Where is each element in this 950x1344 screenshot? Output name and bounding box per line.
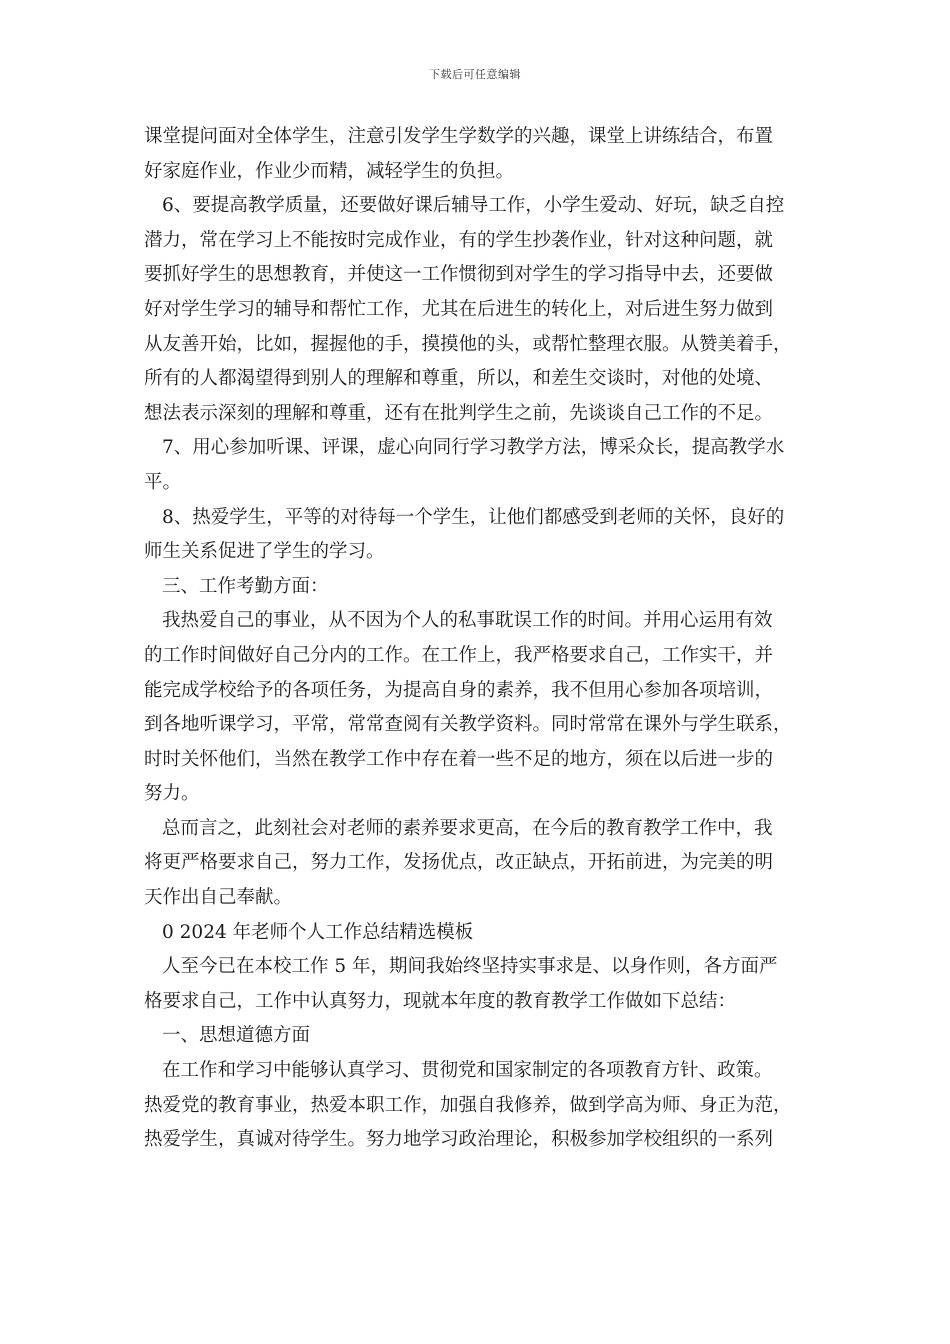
text-line: 天作出自己奉献。 <box>144 887 293 909</box>
text-line: 将更严格要求自己，努力工作，发扬优点，改正缺点，开拓前进，为完美的明 <box>144 852 774 874</box>
text-line: 三、工作考勤方面： <box>162 575 329 597</box>
text-line: 好对学生学习的辅导和帮忙工作，尤其在后进生的转化上，对后进生努力做到 <box>144 298 774 320</box>
text-line: 8、热爱学生，平等的对待每一个学生，让他们都感受到老师的关怀，良好的 <box>162 506 785 528</box>
document-body <box>144 120 824 1158</box>
text-line: 到各地听课学习，平常，常常查阅有关教学资料。同时常常在课外与学生联系， <box>144 714 792 736</box>
text-line: 在工作和学习中能够认真学习、贯彻党和国家制定的各项教育方针、政策。 <box>162 1060 773 1082</box>
text-line: 我热爱自己的事业，从不因为个人的私事耽误工作的时间。并用心运用有效 <box>162 610 773 632</box>
text-line: 的工作时间做好自己分内的工作。在工作上，我严格要求自己，工作实干，并 <box>144 644 774 666</box>
text-line: 一、思想道德方面 <box>162 1025 311 1047</box>
text-line: 努力。 <box>144 783 200 805</box>
text-line: 时时关怀他们，当然在教学工作中存在着一些不足的地方，须在以后进一步的 <box>144 748 774 770</box>
text-line: 课堂提问面对全体学生，注意引发学生学数学的兴趣，课堂上讲练结合，布置 <box>144 126 774 147</box>
text-line: 平。 <box>144 471 182 493</box>
text-line: 要抓好学生的思想教育，并使这一工作惯彻到对学生的学习指导中去，还要做 <box>144 264 774 286</box>
text-line: 热爱党的教育事业，热爱本职工作，加强自我修养，做到学高为师、身正为范， <box>144 1094 792 1116</box>
text-line: 从友善开始，比如，握握他的手，摸摸他的头，或帮忙整理衣服。从赞美着手， <box>144 333 792 355</box>
text-line: 人至今已在本校工作 5 年，期间我始终坚持实事求是、以身作则，各方面严 <box>162 956 778 978</box>
text-line: 所有的人都渴望得到别人的理解和尊重，所以，和差生交谈时，对他的处境、 <box>144 368 774 390</box>
text-line: 想法表示深刻的理解和尊重，还有在批判学生之前，先谈谈自己工作的不足。 <box>144 402 774 424</box>
text-line: 师生关系促进了学生的学习。 <box>144 541 385 563</box>
text-line: 热爱学生，真诚对待学生。努力地学习政治理论，积极参加学校组织的一系列 <box>144 1129 774 1151</box>
text-line: 6、要提高教学质量，还要做好课后辅导工作，小学生爱动、好玩，缺乏自控 <box>162 195 785 217</box>
text-line: 0 2024 年老师个人工作总结精选模板 <box>162 921 474 943</box>
page-header: 下载后可任意编辑 <box>429 68 521 81</box>
text-line: 能完成学校给予的各项任务，为提高自身的素养，我不但用心参加各项培训， <box>144 679 774 701</box>
text-line: 格要求自己，工作中认真努力，现就本年度的教育教学工作做如下总结： <box>144 990 737 1012</box>
text-line: 潜力，常在学习上不能按时完成作业，有的学生抄袭作业，针对这种问题，就 <box>144 229 774 251</box>
text-line: 总而言之，此刻社会对老师的素养要求更高，在今后的教育教学工作中，我 <box>162 817 773 839</box>
text-line: 7、用心参加听课、评课，虚心向同行学习教学方法，博采众长，提高教学水 <box>162 437 785 459</box>
text-line: 好家庭作业，作业少而精，减轻学生的负担。 <box>144 160 515 182</box>
